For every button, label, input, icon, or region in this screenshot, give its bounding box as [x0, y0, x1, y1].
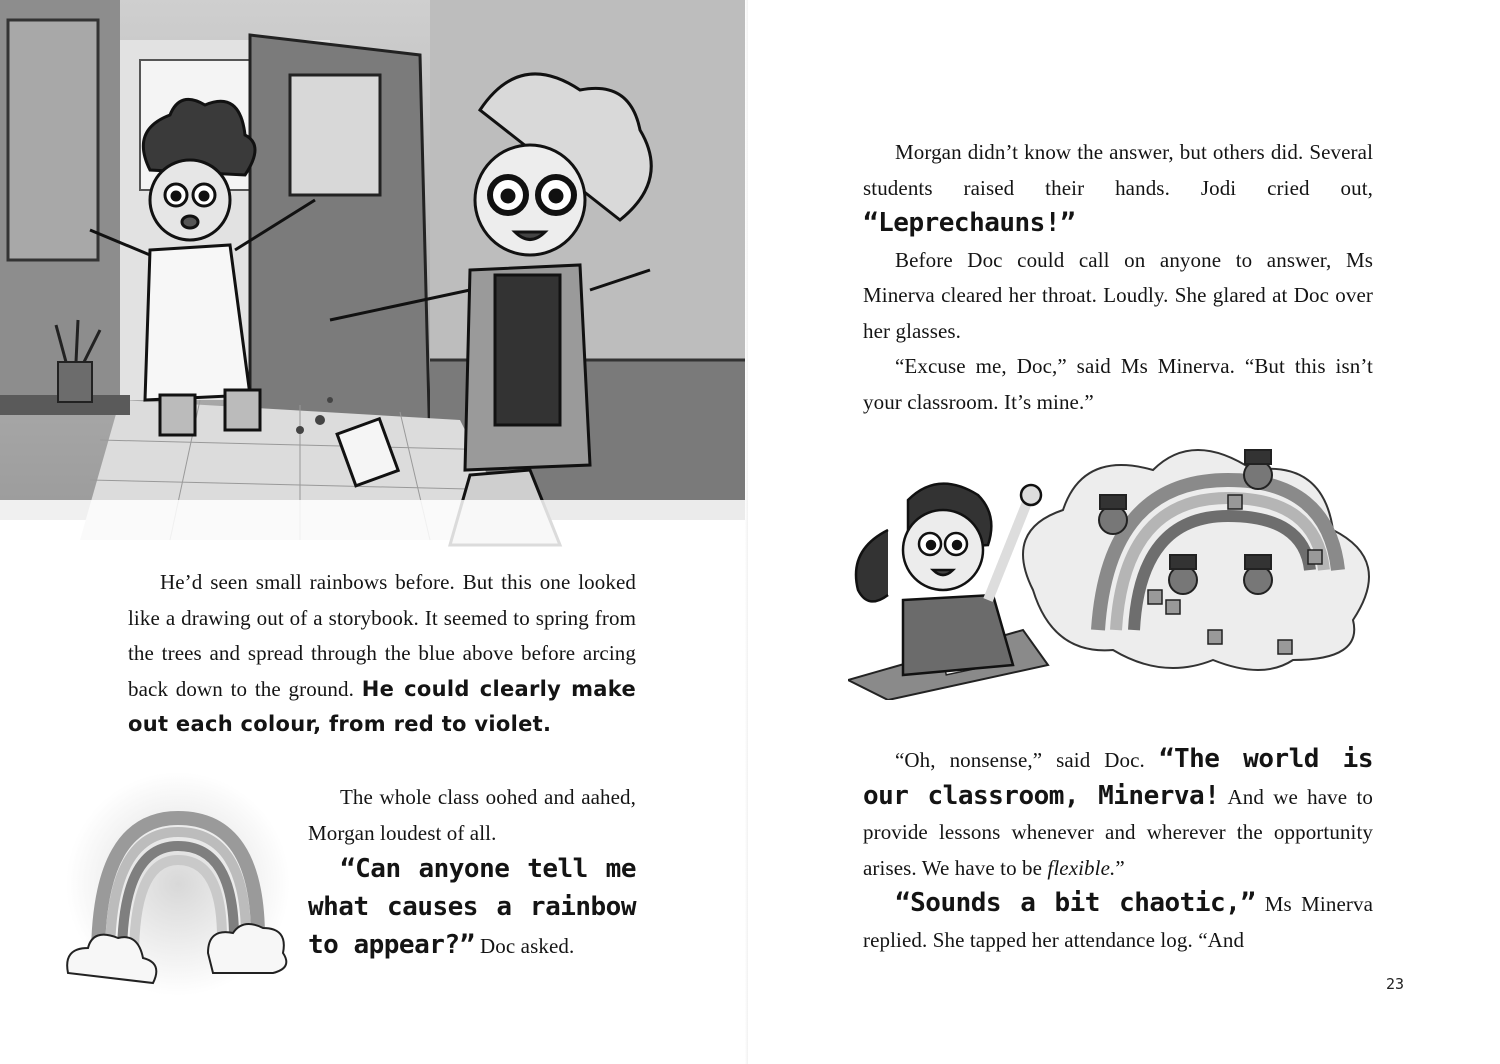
- left-body-text: [128, 565, 636, 743]
- left-page: [0, 0, 748, 1064]
- paragraph-doc-question: [308, 851, 636, 965]
- page-number: 23: [1385, 975, 1404, 993]
- doc-nonsense-end: ”: [1115, 855, 1125, 880]
- minerva-chaotic-tail: Ms Minerva replied. She tapped her attendance log. “And: [863, 892, 1373, 952]
- paragraph-minerva-chaotic: [863, 886, 1373, 958]
- left-body-text-continued: [308, 780, 636, 965]
- right-page: [748, 0, 1500, 1064]
- chaotic-shout: “Sounds a bit chaotic,”: [895, 888, 1256, 918]
- world-classroom-shout: “The world is our classroom, Minerva!: [863, 744, 1373, 811]
- paragraph-morgan-answer: [863, 135, 1373, 243]
- leprechaun-dream-illustration: [848, 440, 1388, 700]
- paragraph-doc-nonsense: [863, 742, 1373, 886]
- right-body-text-continued: [863, 742, 1373, 958]
- doc-question-quote: “Can anyone tell me what causes a rainbow to appear?”: [308, 854, 636, 960]
- paragraph-minerva-throat: Before Doc could call on anyone to answer, Ms Minerva cleared her throat. Loudly. She glared at Doc over her glasses.: [863, 247, 1373, 343]
- flexible-italic: flexible.: [1047, 855, 1116, 880]
- classroom-door-illustration: [0, 0, 745, 548]
- leprechauns-shout: “Leprechauns!”: [863, 208, 1076, 238]
- rainbow-cloud-illustration: [58, 768, 298, 1000]
- doc-nonsense-lead: “Oh, nonsense,” said Doc.: [895, 748, 1159, 772]
- paragraph-minerva-classroom: “Excuse me, Doc,” said Ms Minerva. “But this isn’t your classroom. It’s mine.”: [863, 354, 1373, 414]
- right-body-text: [863, 135, 1373, 420]
- rainbow-description-text: He’d seen small rainbows before. But this one looked like a drawing out of a storybook. It seemed to spring from the trees and spread through the blue above before arcing back down to the ground.: [128, 570, 636, 701]
- doc-nonsense-tail: And we have to provide lessons whenever and wherever the opportunity arises. We have to be: [863, 784, 1373, 880]
- paragraph-class-reaction: The whole class oohed and aahed, Morgan loudest of all.: [308, 785, 636, 845]
- morgan-answer-text: Morgan didn’t know the answer, but others did. Several students raised their hands. Jodi cried out,: [863, 140, 1373, 200]
- doc-question-tail: Doc asked.: [474, 934, 575, 958]
- paragraph-rainbow-description: [128, 565, 636, 743]
- colour-emphasis-text: He could clearly make out each colour, from red to violet.: [128, 676, 636, 736]
